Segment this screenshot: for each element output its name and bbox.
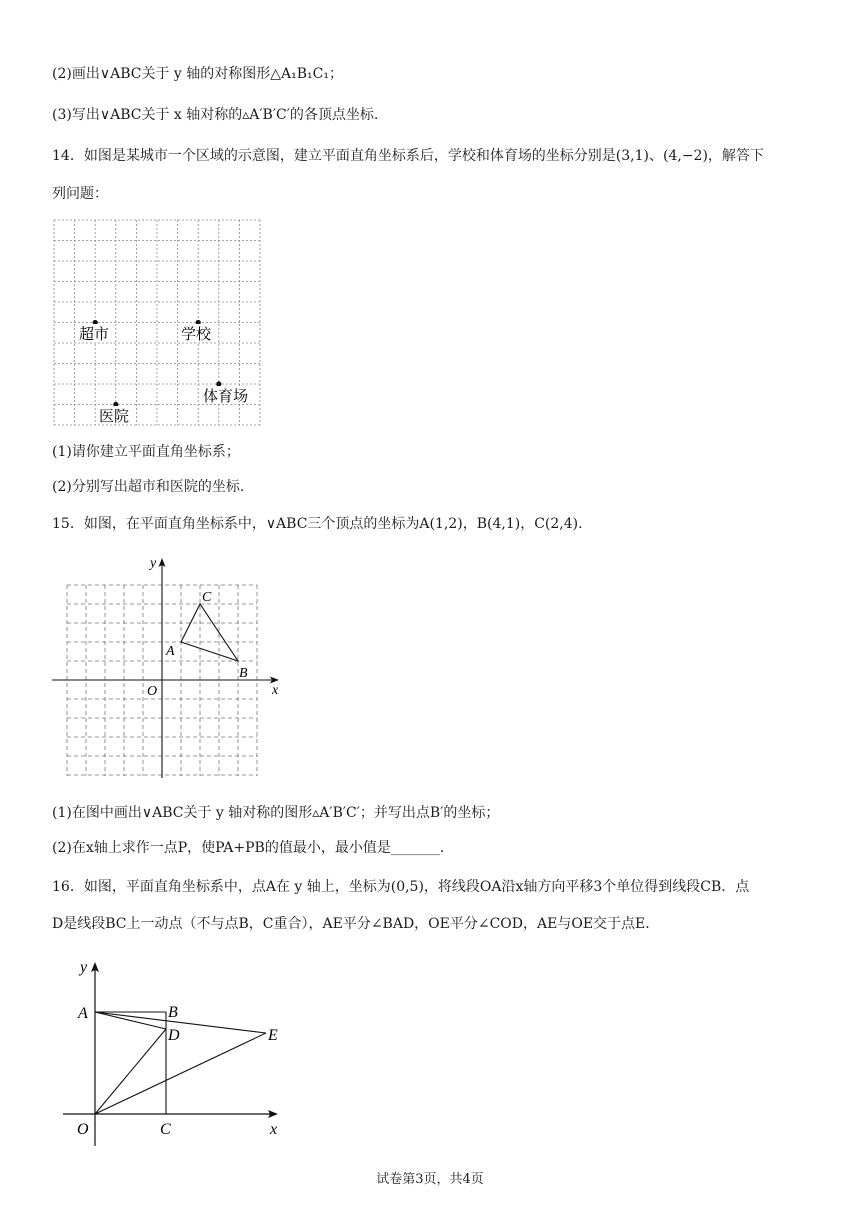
q15-stem: 15．如图，在平面直角坐标系中，∨ABC三个顶点的坐标为A(1,2)，B(4,1)，C(2,4).	[52, 516, 583, 532]
q14-map-figure	[52, 218, 264, 428]
vertex-a-label: A	[166, 644, 175, 659]
point-e-label: E	[268, 1027, 278, 1044]
q16-stem: 16．如图，平面直角坐标系中，点A在 y 轴上，坐标为(0,5)，将线段OA沿x轴方向平移3个单位得到线段CB．点	[52, 879, 750, 895]
origin-label: O	[147, 684, 158, 699]
point-b-label: B	[168, 1004, 178, 1021]
q15-part2: (2)在x轴上求作一点P，使PA+PB的值最小，最小值是_______.	[52, 840, 445, 856]
label-hospital: 医院	[99, 409, 130, 425]
vertex-c-label: C	[202, 590, 212, 605]
vertex-b-label: B	[239, 666, 248, 681]
q15-coordinate-figure	[50, 552, 290, 782]
q14-stem-cont: 列问题：	[52, 186, 108, 202]
x-axis-label: x	[270, 1121, 278, 1138]
q14-stem: 14．如图是某城市一个区域的示意图，建立平面直角坐标系后，学校和体育场的坐标分别是(3,1)、(4,−2)，解答下	[52, 148, 764, 164]
q14-part1: (1)请你建立平面直角坐标系；	[52, 444, 240, 460]
point-a-label: A	[78, 1005, 88, 1022]
label-supermarket: 超市	[79, 327, 110, 343]
label-stadium: 体育场	[203, 389, 249, 405]
stadium-point	[216, 381, 221, 386]
y-axis-label: y	[150, 556, 157, 571]
triangle-abc	[181, 604, 238, 661]
page-footer: 试卷第3页，共4页	[376, 1172, 484, 1187]
point-c-label: C	[160, 1121, 171, 1138]
label-school: 学校	[181, 327, 212, 343]
q15-part1: (1)在图中画出∨ABC关于 y 轴对称的图形▵A′B′C′；并写出点B′的坐标；	[52, 805, 500, 821]
origin-label: O	[77, 1121, 89, 1138]
q13-part3: (3)写出∨ABC关于 x 轴对称的▵A′B′C′的各顶点坐标.	[52, 107, 379, 123]
q16-stem-cont: D是线段BC上一动点（不与点B，C重合），AE平分∠BAD，OE平分∠COD，AE与OE交于点E.	[52, 916, 650, 932]
y-axis-label: y	[80, 959, 88, 976]
point-d-label: D	[168, 1027, 180, 1044]
q16-coordinate-figure	[58, 956, 298, 1146]
x-axis-label: x	[272, 683, 279, 698]
q13-part2: (2)画出∨ABC关于 y 轴的对称图形△A₁B₁C₁；	[52, 66, 343, 82]
q14-part2: (2)分别写出超市和医院的坐标.	[52, 479, 245, 495]
